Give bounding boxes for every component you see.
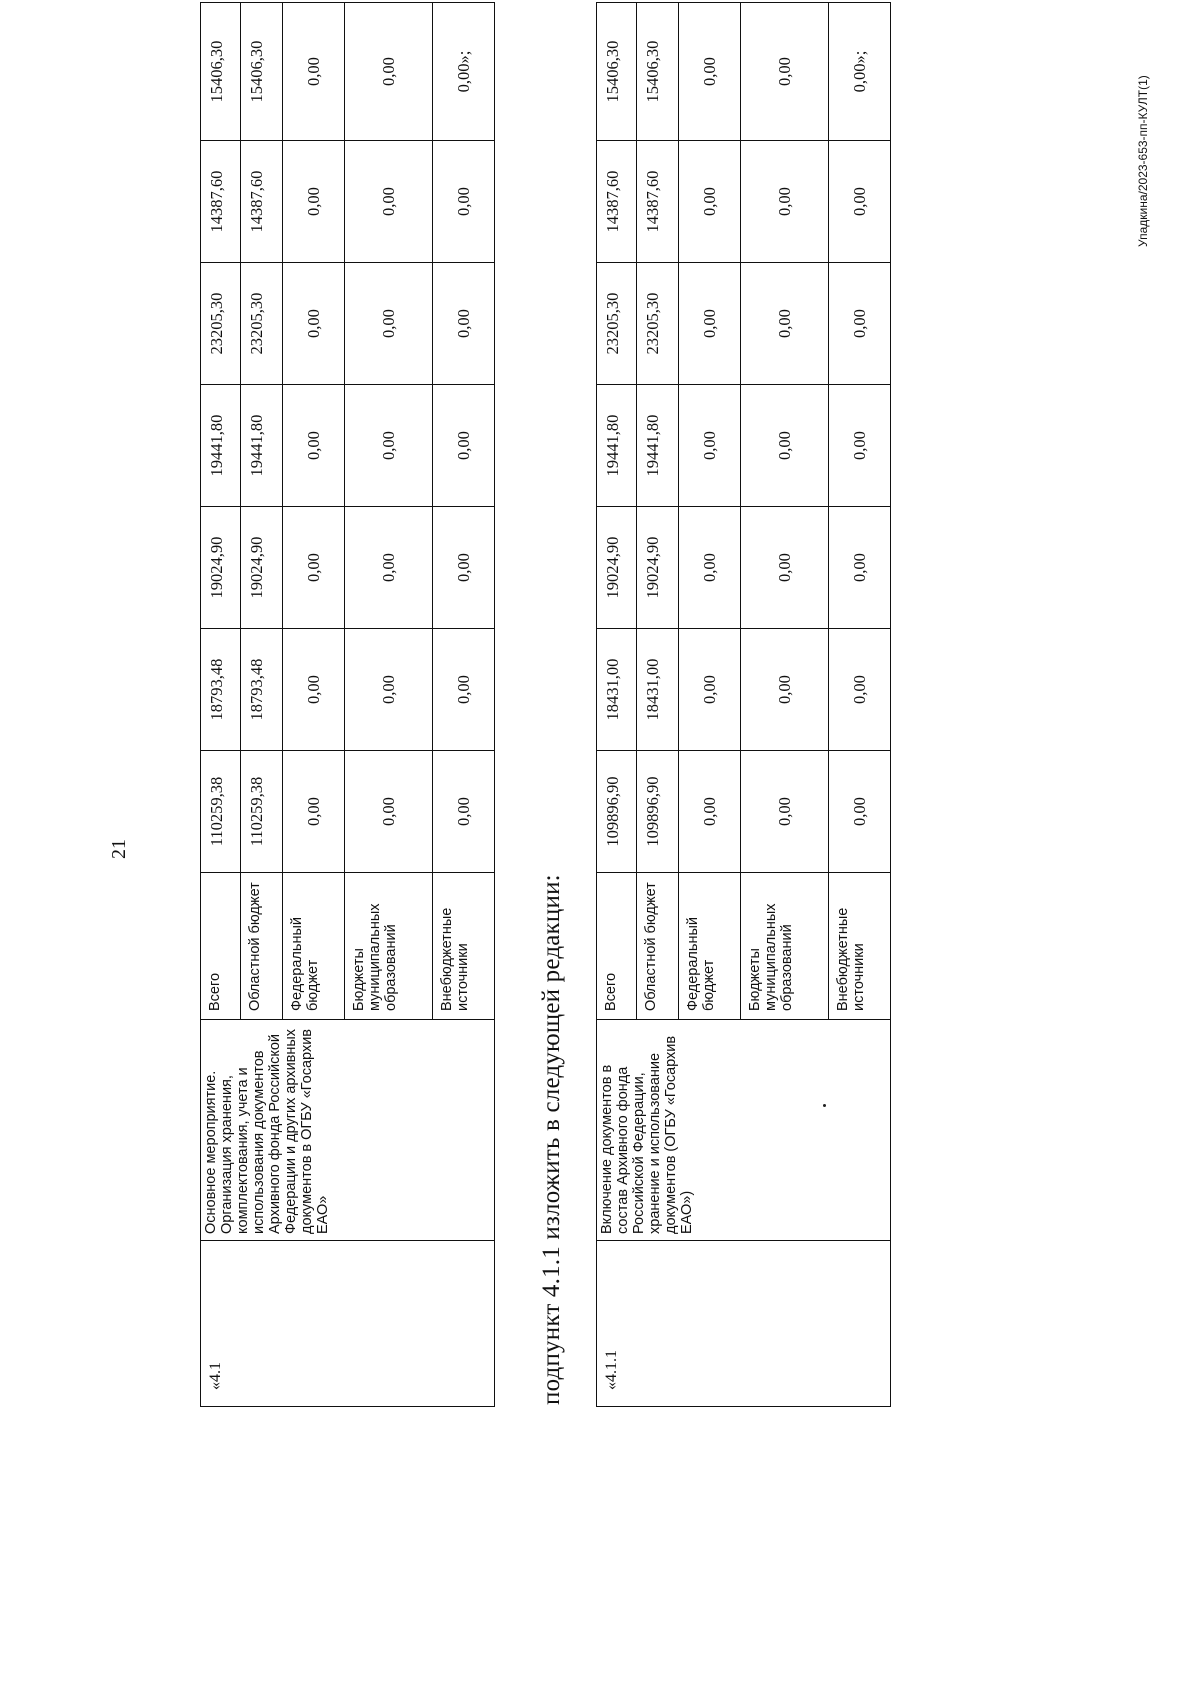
amount-cell: 0,00: [829, 629, 891, 751]
amount-cell: 0,00: [741, 141, 829, 263]
amount-cell: 0,00»;: [829, 3, 891, 141]
amount-cell: 0,00: [283, 507, 345, 629]
amount-cell: 19441,80: [201, 385, 241, 507]
amount-cell: 0,00: [345, 3, 433, 141]
amount-cell: 0,00: [679, 141, 741, 263]
funding-source: Областной бюджет: [637, 873, 679, 1020]
amount-cell: 0,00: [433, 385, 495, 507]
funding-source: Бюджеты муниципальных образований: [741, 873, 829, 1020]
funding-table-main-activity: [200, 2, 495, 1407]
amount-cell: 110259,38: [201, 751, 241, 873]
amount-cell: 15406,30: [241, 3, 283, 141]
amount-cell: 0,00: [345, 263, 433, 385]
amount-cell: 0,00: [345, 141, 433, 263]
item-description: Включение документов в состав Архивного фонда Российской Федерации, хранение и использование документов (ОГБУ «Госархив ЕАО»): [597, 1020, 891, 1241]
amount-cell: 0,00: [741, 507, 829, 629]
amount-cell: 0,00: [433, 507, 495, 629]
page-number: 21: [108, 839, 130, 859]
amount-cell: 0,00: [283, 263, 345, 385]
amount-cell: 0,00: [741, 751, 829, 873]
amount-cell: 0,00: [829, 751, 891, 873]
amount-cell: 0,00: [283, 629, 345, 751]
amount-cell: 15406,30: [597, 3, 637, 141]
amount-cell: 19024,90: [637, 507, 679, 629]
amount-cell: 0,00: [283, 141, 345, 263]
amount-cell: 19441,80: [637, 385, 679, 507]
document-stamp: Упадкина/2023-653-пп-КУЛТ(1): [1136, 75, 1150, 247]
funding-table-subitem: [596, 2, 891, 1407]
amount-cell: 0,00: [829, 141, 891, 263]
item-description: Основное мероприятие. Организация хранения, комплектования, учета и использования документов Архивного фонда Российской Федерации и других архивных документов в ОГБУ «Госархив ЕАО»: [201, 1020, 495, 1241]
amount-cell: 23205,30: [597, 263, 637, 385]
amount-cell: 110259,38: [241, 751, 283, 873]
item-number: «4.1.1: [597, 1241, 891, 1407]
amount-cell: 0,00: [741, 385, 829, 507]
funding-source: Федеральный бюджет: [679, 873, 741, 1020]
amount-cell: 23205,30: [201, 263, 241, 385]
amount-cell: 18431,00: [597, 629, 637, 751]
amount-cell: 0,00: [433, 141, 495, 263]
amount-cell: 0,00: [679, 263, 741, 385]
table-row: [201, 3, 241, 1407]
amount-cell: 0,00: [741, 629, 829, 751]
amount-cell: 18793,48: [201, 629, 241, 751]
amount-cell: 18793,48: [241, 629, 283, 751]
amount-cell: 14387,60: [201, 141, 241, 263]
item-number: «4.1: [201, 1241, 495, 1407]
amount-cell: 0,00: [679, 3, 741, 141]
funding-source: Федеральный бюджет: [283, 873, 345, 1020]
amount-cell: 0,00: [829, 385, 891, 507]
amount-cell: 0,00: [345, 385, 433, 507]
amount-cell: 15406,30: [201, 3, 241, 141]
amount-cell: 0,00: [829, 263, 891, 385]
amount-cell: 0,00: [829, 507, 891, 629]
amount-cell: 19441,80: [597, 385, 637, 507]
table-row: [597, 3, 637, 1407]
amount-cell: 0,00: [433, 263, 495, 385]
amount-cell: 15406,30: [637, 3, 679, 141]
amount-cell: 0,00: [345, 507, 433, 629]
amount-cell: 18431,00: [637, 629, 679, 751]
amount-cell: 23205,30: [241, 263, 283, 385]
amount-cell: 19441,80: [241, 385, 283, 507]
subitem-heading: подпункт 4.1.1 изложить в следующей редакции:: [538, 874, 565, 1405]
amount-cell: 0,00: [679, 385, 741, 507]
amount-cell: 0,00: [433, 751, 495, 873]
amount-cell: 23205,30: [637, 263, 679, 385]
amount-cell: 0,00»;: [433, 3, 495, 141]
amount-cell: 0,00: [283, 751, 345, 873]
amount-cell: 0,00: [345, 751, 433, 873]
amount-cell: 0,00: [679, 629, 741, 751]
amount-cell: 0,00: [679, 751, 741, 873]
funding-source: Всего: [201, 873, 241, 1020]
amount-cell: 0,00: [741, 263, 829, 385]
funding-source: Областной бюджет: [241, 873, 283, 1020]
amount-cell: 0,00: [679, 507, 741, 629]
amount-cell: 109896,90: [637, 751, 679, 873]
funding-source: Внебюджетные источники: [829, 873, 891, 1020]
amount-cell: 0,00: [741, 3, 829, 141]
amount-cell: 14387,60: [597, 141, 637, 263]
amount-cell: 14387,60: [241, 141, 283, 263]
amount-cell: 19024,90: [201, 507, 241, 629]
amount-cell: 0,00: [433, 629, 495, 751]
amount-cell: 19024,90: [241, 507, 283, 629]
amount-cell: 0,00: [345, 629, 433, 751]
amount-cell: 0,00: [283, 385, 345, 507]
funding-source: Всего: [597, 873, 637, 1020]
amount-cell: 19024,90: [597, 507, 637, 629]
funding-source: Бюджеты муниципальных образований: [345, 873, 433, 1020]
scan-speck: [823, 1104, 826, 1107]
amount-cell: 14387,60: [637, 141, 679, 263]
funding-source: Внебюджетные источники: [433, 873, 495, 1020]
amount-cell: 109896,90: [597, 751, 637, 873]
amount-cell: 0,00: [283, 3, 345, 141]
